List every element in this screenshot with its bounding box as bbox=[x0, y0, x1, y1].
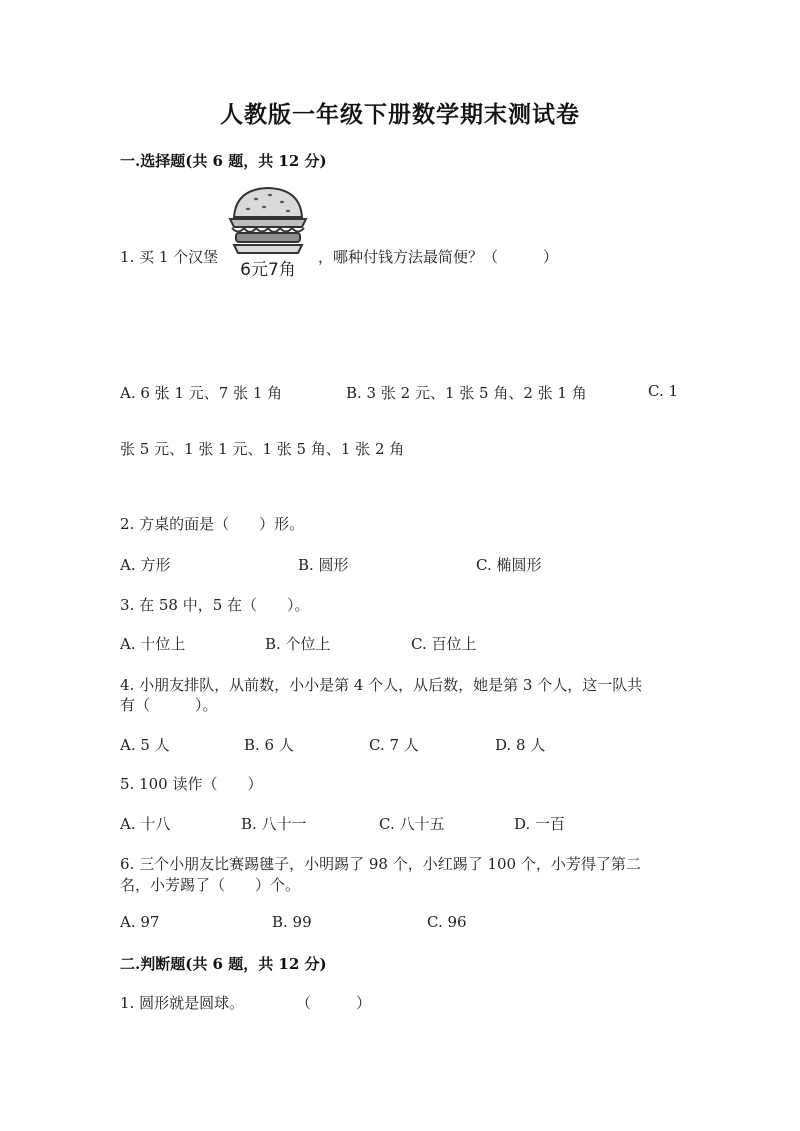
question-5-text: 5. 100 读作（ ） bbox=[120, 775, 263, 793]
question-4-line-1: 4. 小朋友排队，从前数，小小是第 4 个人，从后数，她是第 3 个人，这一队共 bbox=[120, 676, 643, 694]
question-6-option-c: C. 96 bbox=[427, 913, 467, 931]
question-5-option-c: C. 八十五 bbox=[379, 815, 445, 833]
question-3-text: 3. 在 58 中，5 在（ ）。 bbox=[120, 596, 310, 614]
question-6-option-b: B. 99 bbox=[272, 913, 312, 931]
question-4-option-b: B. 6 人 bbox=[244, 736, 294, 754]
question-5-option-a: A. 十八 bbox=[120, 815, 171, 833]
question-4-option-d: D. 8 人 bbox=[495, 736, 546, 754]
question-1-option-a: A. 6 张 1 元、7 张 1 角 bbox=[120, 384, 283, 402]
question-1-option-b: B. 3 张 2 元、1 张 5 角、2 张 1 角 bbox=[346, 384, 587, 402]
question-2-option-a: A. 方形 bbox=[120, 556, 171, 574]
question-2-option-c: C. 椭圆形 bbox=[476, 556, 542, 574]
question-1-suffix: ，哪种付钱方法最简便？（ ） bbox=[318, 248, 559, 266]
judgment-1-blank: （ ） bbox=[296, 994, 372, 1012]
question-1-prefix: 1. 买 1 个汉堡 bbox=[120, 248, 219, 266]
question-1-option-c-continued: 张 5 元、1 张 1 元、1 张 5 角、1 张 2 角 bbox=[120, 440, 405, 458]
question-1-option-c: C. 1 bbox=[648, 382, 679, 400]
section-heading-choice: 一.选择题(共 6 题，共 12 分) bbox=[120, 152, 327, 170]
question-2-text: 2. 方桌的面是（ ）形。 bbox=[120, 515, 305, 533]
section-heading-judgment: 二.判断题(共 6 题，共 12 分) bbox=[120, 955, 327, 973]
question-2-option-b: B. 圆形 bbox=[298, 556, 349, 574]
question-5-option-b: B. 八十一 bbox=[241, 815, 307, 833]
question-6-option-a: A. 97 bbox=[120, 913, 160, 931]
hamburger-price-caption: 6元7角 bbox=[240, 260, 296, 280]
question-4-option-c: C. 7 人 bbox=[369, 736, 419, 754]
judgment-1-text: 1. 圆形就是圆球。 bbox=[120, 994, 245, 1012]
hamburger-image bbox=[226, 183, 310, 280]
question-5-option-d: D. 一百 bbox=[514, 815, 566, 833]
question-6-line-2: 名，小芳踢了（ ）个。 bbox=[120, 876, 301, 894]
question-4-line-2: 有（ ）。 bbox=[120, 696, 218, 714]
question-3-option-b: B. 个位上 bbox=[265, 635, 331, 653]
question-6-line-1: 6. 三个小朋友比赛踢毽子，小明踢了 98 个，小红踢了 100 个，小芳得了第二 bbox=[120, 855, 641, 873]
question-3-option-c: C. 百位上 bbox=[411, 635, 477, 653]
question-4-option-a: A. 5 人 bbox=[120, 736, 170, 754]
question-3-option-a: A. 十位上 bbox=[120, 635, 186, 653]
page-title: 人教版一年级下册数学期末测试卷 bbox=[220, 101, 580, 128]
